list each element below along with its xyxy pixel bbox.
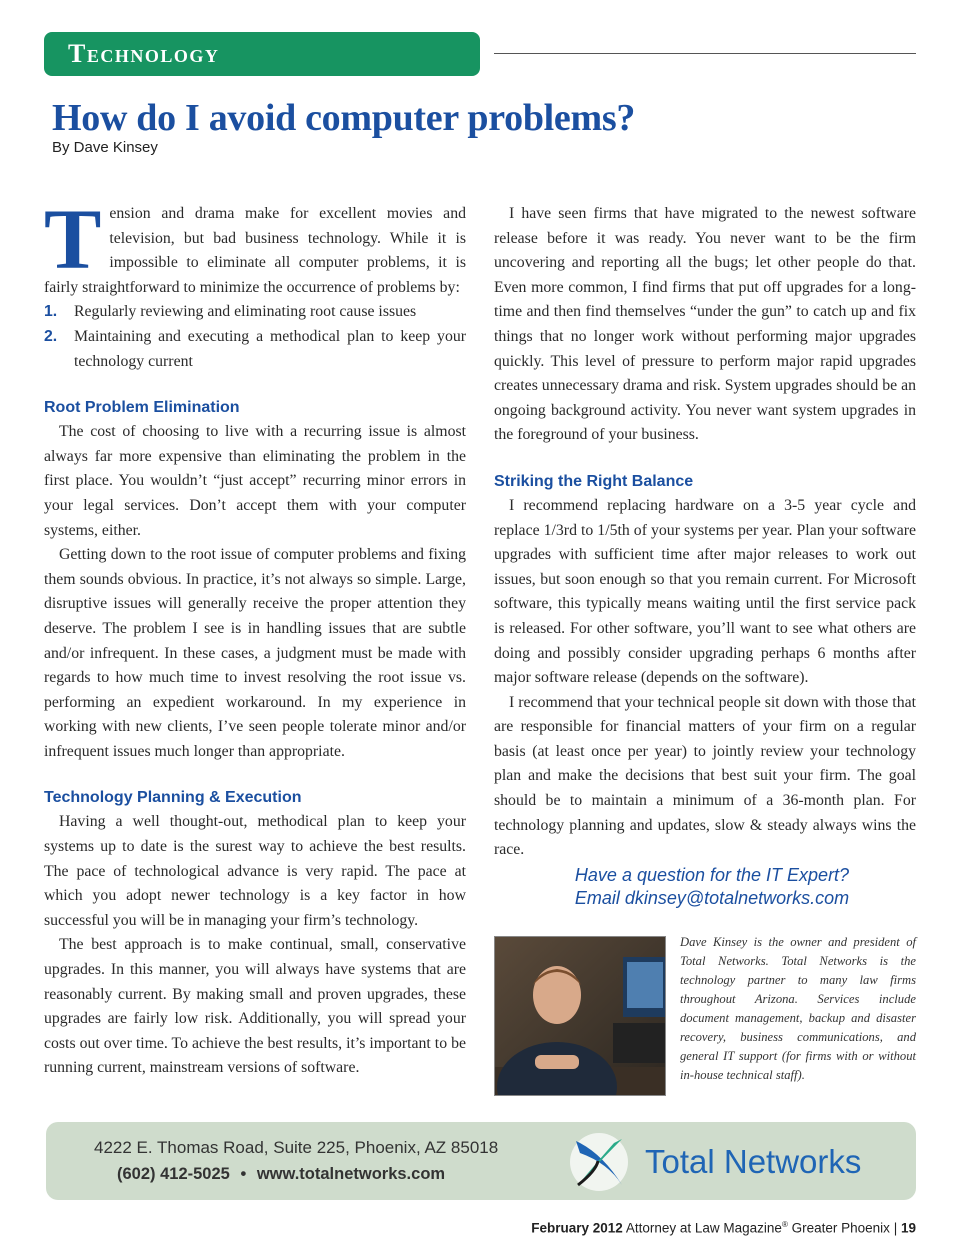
paragraph: I recommend that your technical people sit down with those that are responsible for financial matters of your firm on a regular basis (at least once per year) to jointly review your technology plan and make the decisions that best suit your firm. The goal should be to maintain a minimum of a 36-month plan. For technology planning and updates, slow & steady always wins the race.	[494, 693, 916, 859]
left-column	[44, 191, 466, 1081]
section-tab	[44, 32, 480, 76]
callout-email[interactable]: Email dkinsey@totalnetworks.com	[574, 888, 850, 908]
footer-divider: |	[893, 1220, 898, 1236]
byline: By Dave Kinsey	[52, 139, 158, 156]
numbered-list	[44, 300, 466, 374]
header-rule	[494, 53, 916, 54]
footer-website[interactable]: www.totalnetworks.com	[256, 1165, 446, 1183]
page-footer	[531, 1220, 916, 1236]
section-label: Technology	[68, 39, 220, 68]
subhead-technology-planning: Technology Planning & Execution	[44, 789, 302, 807]
author-photo-image	[495, 937, 666, 1096]
paragraph: The best approach is to make continual, small, conservative upgrades. In this manner, you will always have systems that are reasonably current. By making small and proven upgrades, these upgrades are fairly low risk. Additionally, you will spread your costs out over time. To achieve the best results, it’s important to be running current, mainstream versions of software.	[44, 936, 466, 1077]
list-number: 1.	[44, 303, 58, 321]
issue-date: February 2012	[531, 1220, 623, 1236]
logo-wordmark: Total Networks	[645, 1143, 862, 1180]
page-number: 19	[900, 1220, 916, 1236]
list-text: Maintaining and executing a methodical plan to keep your technology current	[74, 327, 466, 370]
edition-name: Greater Phoenix	[791, 1220, 890, 1236]
footer-contact	[117, 1165, 445, 1184]
intro-paragraph	[44, 191, 466, 300]
article-title: How do I avoid computer problems?	[52, 97, 636, 139]
author-bio: Dave Kinsey is the owner and president of Total Networks. Total Networks is the technology partner to many law firms throughout Arizona. Services include document management, backup and disaster recovery, business communications, and general IT support (for firms with or without in-house technical staff).	[680, 935, 916, 1082]
callout-question: Have a question for the IT Expert?	[574, 865, 850, 885]
intro-text: ension and drama make for excellent movies and television, but bad business technology. While it is impossible to eliminate all computer problems, it is fairly straightforward to minimize the occurrence of problems by:	[44, 205, 466, 296]
right-column	[494, 202, 916, 863]
total-networks-logo-icon	[568, 1131, 630, 1193]
subhead-root-problem: Root Problem Elimination	[44, 399, 240, 417]
footer-address: 4222 E. Thomas Road, Suite 225, Phoenix, AZ 85018	[94, 1138, 499, 1157]
paragraph: Getting down to the root issue of computer problems and fixing them sounds obvious. In practice, it’s not always so simple. Large, disruptive issues will generally receive the proper attention they deserve. The problem I see is in handling issues that are subtle and/or infrequent. In these cases, a judgment must be made with regards to how much time to invest resolving the root issue vs. performing an expedient workaround. In my experience in working with new clients, I’ve seen people tolerate minor and/or infrequent issues much longer than appropriate.	[44, 546, 466, 760]
author-photo	[494, 936, 666, 1096]
list-item	[44, 300, 466, 325]
footer-phone: (602) 412-5025	[117, 1165, 230, 1183]
list-text: Regularly reviewing and eliminating root cause issues	[74, 303, 417, 321]
paragraph: I recommend replacing hardware on a 3-5 year cycle and replace 1/3rd to 1/5th of your systems per year. Plan your software upgrades with sufficient time after major releases to work out issues, but soon enough so that you remain current. For Microsoft software, this typically means waiting until the first service pack is released. For other software, you’ll want to see what others are doing and possibly consider upgrading perhaps 6 months after major software release (depends on the software).	[494, 496, 916, 687]
footer-separator: •	[240, 1165, 247, 1183]
list-number: 2.	[44, 327, 58, 345]
registered-mark: ®	[781, 1220, 788, 1229]
paragraph: I have seen firms that have migrated to the newest software release before it was ready. You never want to be the firm uncovering and reporting all the bugs; let other people do that. Even more common, I find firms that put off upgrades for a long-time and then find themselves “under the gun” to catch up and fix things that no longer work without performing major upgrades quickly. This level of pressure to perform major rapid upgrades creates unnecessary drama and risk. System upgrades should be an ongoing background activity. You never want system upgrades in the foreground of your business.	[494, 205, 916, 444]
subhead-right-balance: Striking the Right Balance	[494, 472, 694, 490]
drop-cap: T	[44, 191, 102, 287]
paragraph: Having a well thought-out, methodical plan to keep your systems up to date is the surest way to achieve the best results. The pace of technological advance is very rapid. The pace at which you adopt newer technology is a key factor in how successful you will be in managing your firm’s technology.	[44, 813, 466, 929]
it-expert-callout	[494, 864, 930, 910]
magazine-name: Attorney at Law Magazine	[625, 1220, 782, 1236]
list-item	[44, 325, 466, 374]
paragraph: The cost of choosing to live with a recurring issue is almost always far more expensive than eliminating the problem in the first place. You wouldn’t “just accept” recurring minor errors in your legal services. Don’t accept them with your computer systems, either.	[44, 423, 466, 539]
